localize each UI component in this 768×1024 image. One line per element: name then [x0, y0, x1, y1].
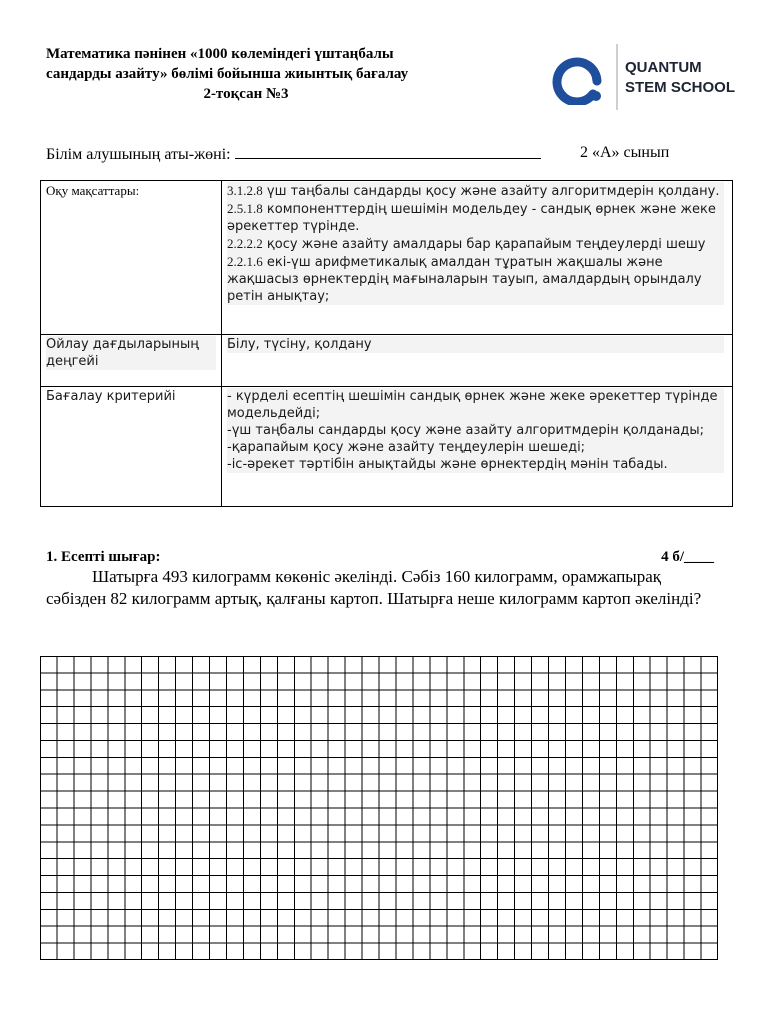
objectives-table [40, 180, 733, 507]
title-line-1: Математика пәнінен «1000 көлеміндегі үштаңбалы [46, 46, 394, 62]
criterion-item: -қарапайым қосу және азайту теңдеулерін шешеді; [227, 440, 586, 455]
logo-line-1: QUANTUM [625, 59, 702, 76]
thinking-level-label: Ойлау дағдыларының деңгейі [46, 336, 216, 370]
task-1-heading: 1. Есепті шығар: [46, 549, 161, 565]
objectives-label: Оқу мақсаттары: [46, 183, 140, 198]
objective-code: 2.2.2.2 [227, 236, 263, 251]
table-row-criteria [41, 387, 733, 507]
objective-code: 2.2.1.6 [227, 254, 263, 269]
objectives-label-cell [41, 181, 222, 335]
criteria-label-cell [41, 387, 222, 507]
thinking-level-value: Білу, түсіну, қолдану [227, 336, 724, 353]
criterion-item: - күрделі есептің шешімін сандық өрнек және жеке әрекеттер түрінде модельдейді; [227, 389, 718, 421]
student-name-blank[interactable] [235, 143, 541, 159]
quantum-q-logo-icon [552, 51, 606, 105]
table-row-objectives [41, 181, 733, 335]
school-logo [552, 44, 752, 110]
criteria-value-cell [222, 387, 733, 507]
criterion-item: -үш таңбалы сандарды қосу және азайту алгоритмдерін қолданады; [227, 423, 705, 438]
criterion-item: -іс-әрекет тәртібін анықтайды және өрнектердің мәнін табады. [227, 457, 668, 472]
thinking-level-label-cell [41, 335, 222, 387]
answer-grid[interactable] [40, 656, 718, 960]
objective-text: үш таңбалы сандарды қосу және азайту алгоритмдерін қолдану. [262, 184, 720, 199]
objectives-value-cell [222, 181, 733, 335]
task-1-points: 4 б/____ [661, 549, 714, 565]
thinking-level-value-cell [222, 335, 733, 387]
objective-code: 2.5.1.8 [227, 201, 263, 216]
objective-item [227, 253, 724, 305]
logo-line-2: STEM SCHOOL [625, 79, 736, 96]
student-name-line [46, 143, 706, 165]
class-label: 2 «А» сынып [580, 144, 670, 161]
objective-item [227, 235, 724, 253]
task-1-heading-row [46, 547, 714, 567]
objective-code: 3.1.2.8 [227, 183, 263, 198]
objective-item [227, 182, 724, 200]
table-row-thinking-level [41, 335, 733, 387]
title-line-2: сандарды азайту» бөлімі бойынша жиынтық бағалау [46, 66, 409, 82]
logo-divider [616, 44, 618, 110]
objective-text: екі-үш арифметикалық амалдан тұратын жақшалы және жақшасыз өрнектердің мағыналарын тауып, амалдардың орындалу ретін анықтау; [227, 255, 702, 304]
student-name-label: Білім алушының аты-жөні: [46, 146, 231, 163]
objective-text: қосу және азайту амалдары бар қарапайым теңдеулерді шешу [262, 237, 706, 252]
title-line-3: 2-тоқсан №3 [203, 86, 289, 102]
document-title [46, 44, 506, 104]
task-1-text: Шатырға 493 килограмм көкөніс әкелінді. Сәбіз 160 килограмм, орамжапырақ сәбізден 82 килограмм артық, қалғаны картоп. Шатырға неше килограмм картоп әкелінді? [46, 567, 702, 608]
objective-item [227, 200, 724, 235]
logo-text [625, 58, 735, 98]
criteria-label: Бағалау критерийі [46, 389, 176, 404]
objective-text: компоненттердің шешімін модельдеу - сандық өрнек және жеке әрекеттер түрінде. [227, 202, 716, 234]
